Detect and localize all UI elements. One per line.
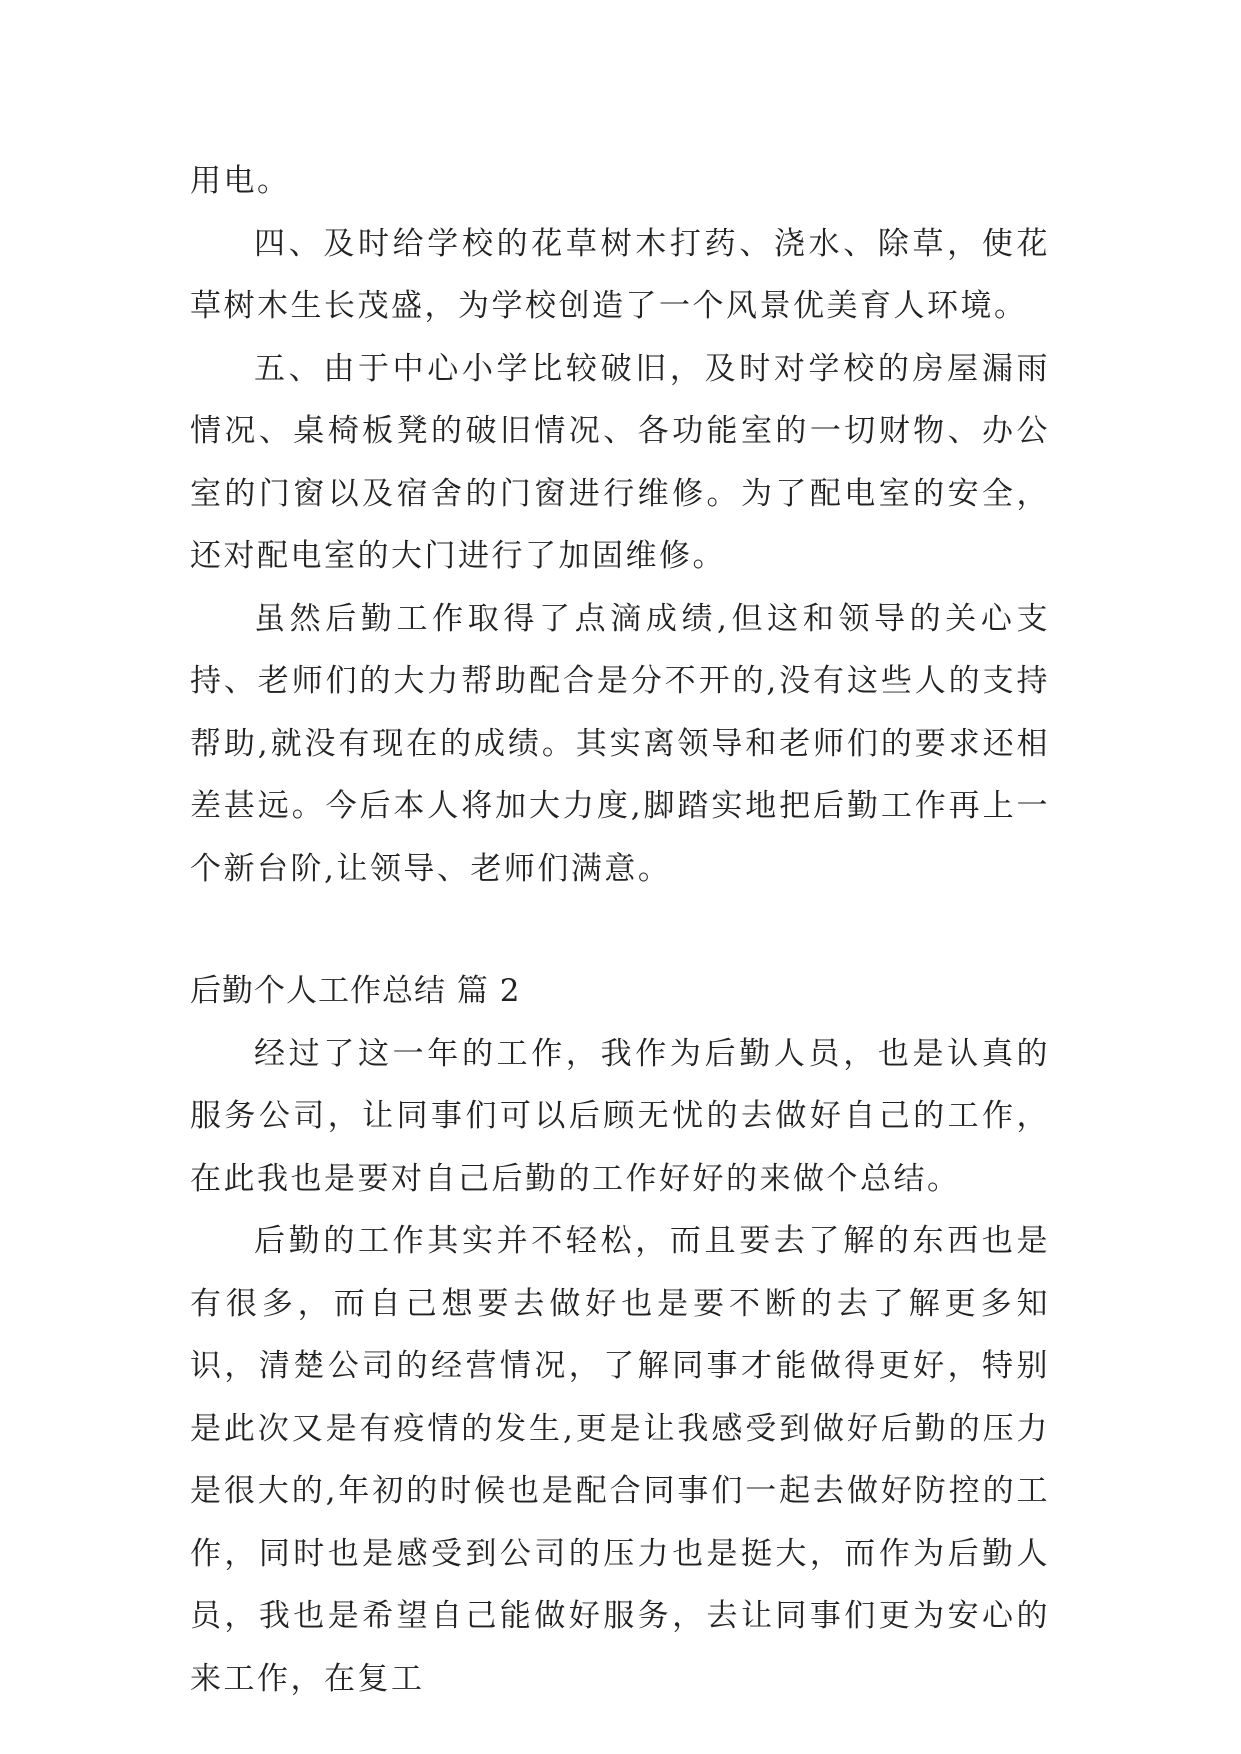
section-heading: 后勤个人工作总结 篇 2	[190, 973, 521, 1009]
paragraph-1: 用电。	[190, 163, 291, 199]
paragraph-4: 虽然后勤工作取得了点滴成绩,但这和领导的关心支持、老师们的大力帮助配合是分不开的,没有这些人的支持帮助,就没有现在的成绩。其实离领导和老师们的要求还相差甚远。今后本人将加大力度,脚踏实地把后勤工作再上一个新台阶,让领导、老师们满意。	[190, 600, 1050, 887]
paragraph-3: 五、由于中心小学比较破旧，及时对学校的房屋漏雨情况、桌椅板凳的破旧情况、各功能室的一切财物、办公室的门窗以及宿舍的门窗进行维修。为了配电室的安全，还对配电室的大门进行了加固维修。	[190, 350, 1050, 574]
document-body	[190, 150, 1050, 1710]
paragraph-2: 四、及时给学校的花草树木打药、浇水、除草，使花草树木生长茂盛，为学校创造了一个风景优美育人环境。	[190, 225, 1050, 324]
paragraph-6: 后勤的工作其实并不轻松，而且要去了解的东西也是有很多，而自己想要去做好也是要不断的去了解更多知识，清楚公司的经营情况，了解同事才能做得更好，特别是此次又是有疫情的发生,更是让我感受到做好后勤的压力是很大的,年初的时候也是配合同事们一起去做好防控的工作，同时也是感受到公司的压力也是挺大，而作为后勤人员，我也是希望自己能做好服务，去让同事们更为安心的来工作，在复工	[190, 1223, 1050, 1697]
paragraph-5: 经过了这一年的工作，我作为后勤人员，也是认真的服务公司，让同事们可以后顾无忧的去做好自己的工作，在此我也是要对自己后勤的工作好好的来做个总结。	[190, 1035, 1050, 1197]
